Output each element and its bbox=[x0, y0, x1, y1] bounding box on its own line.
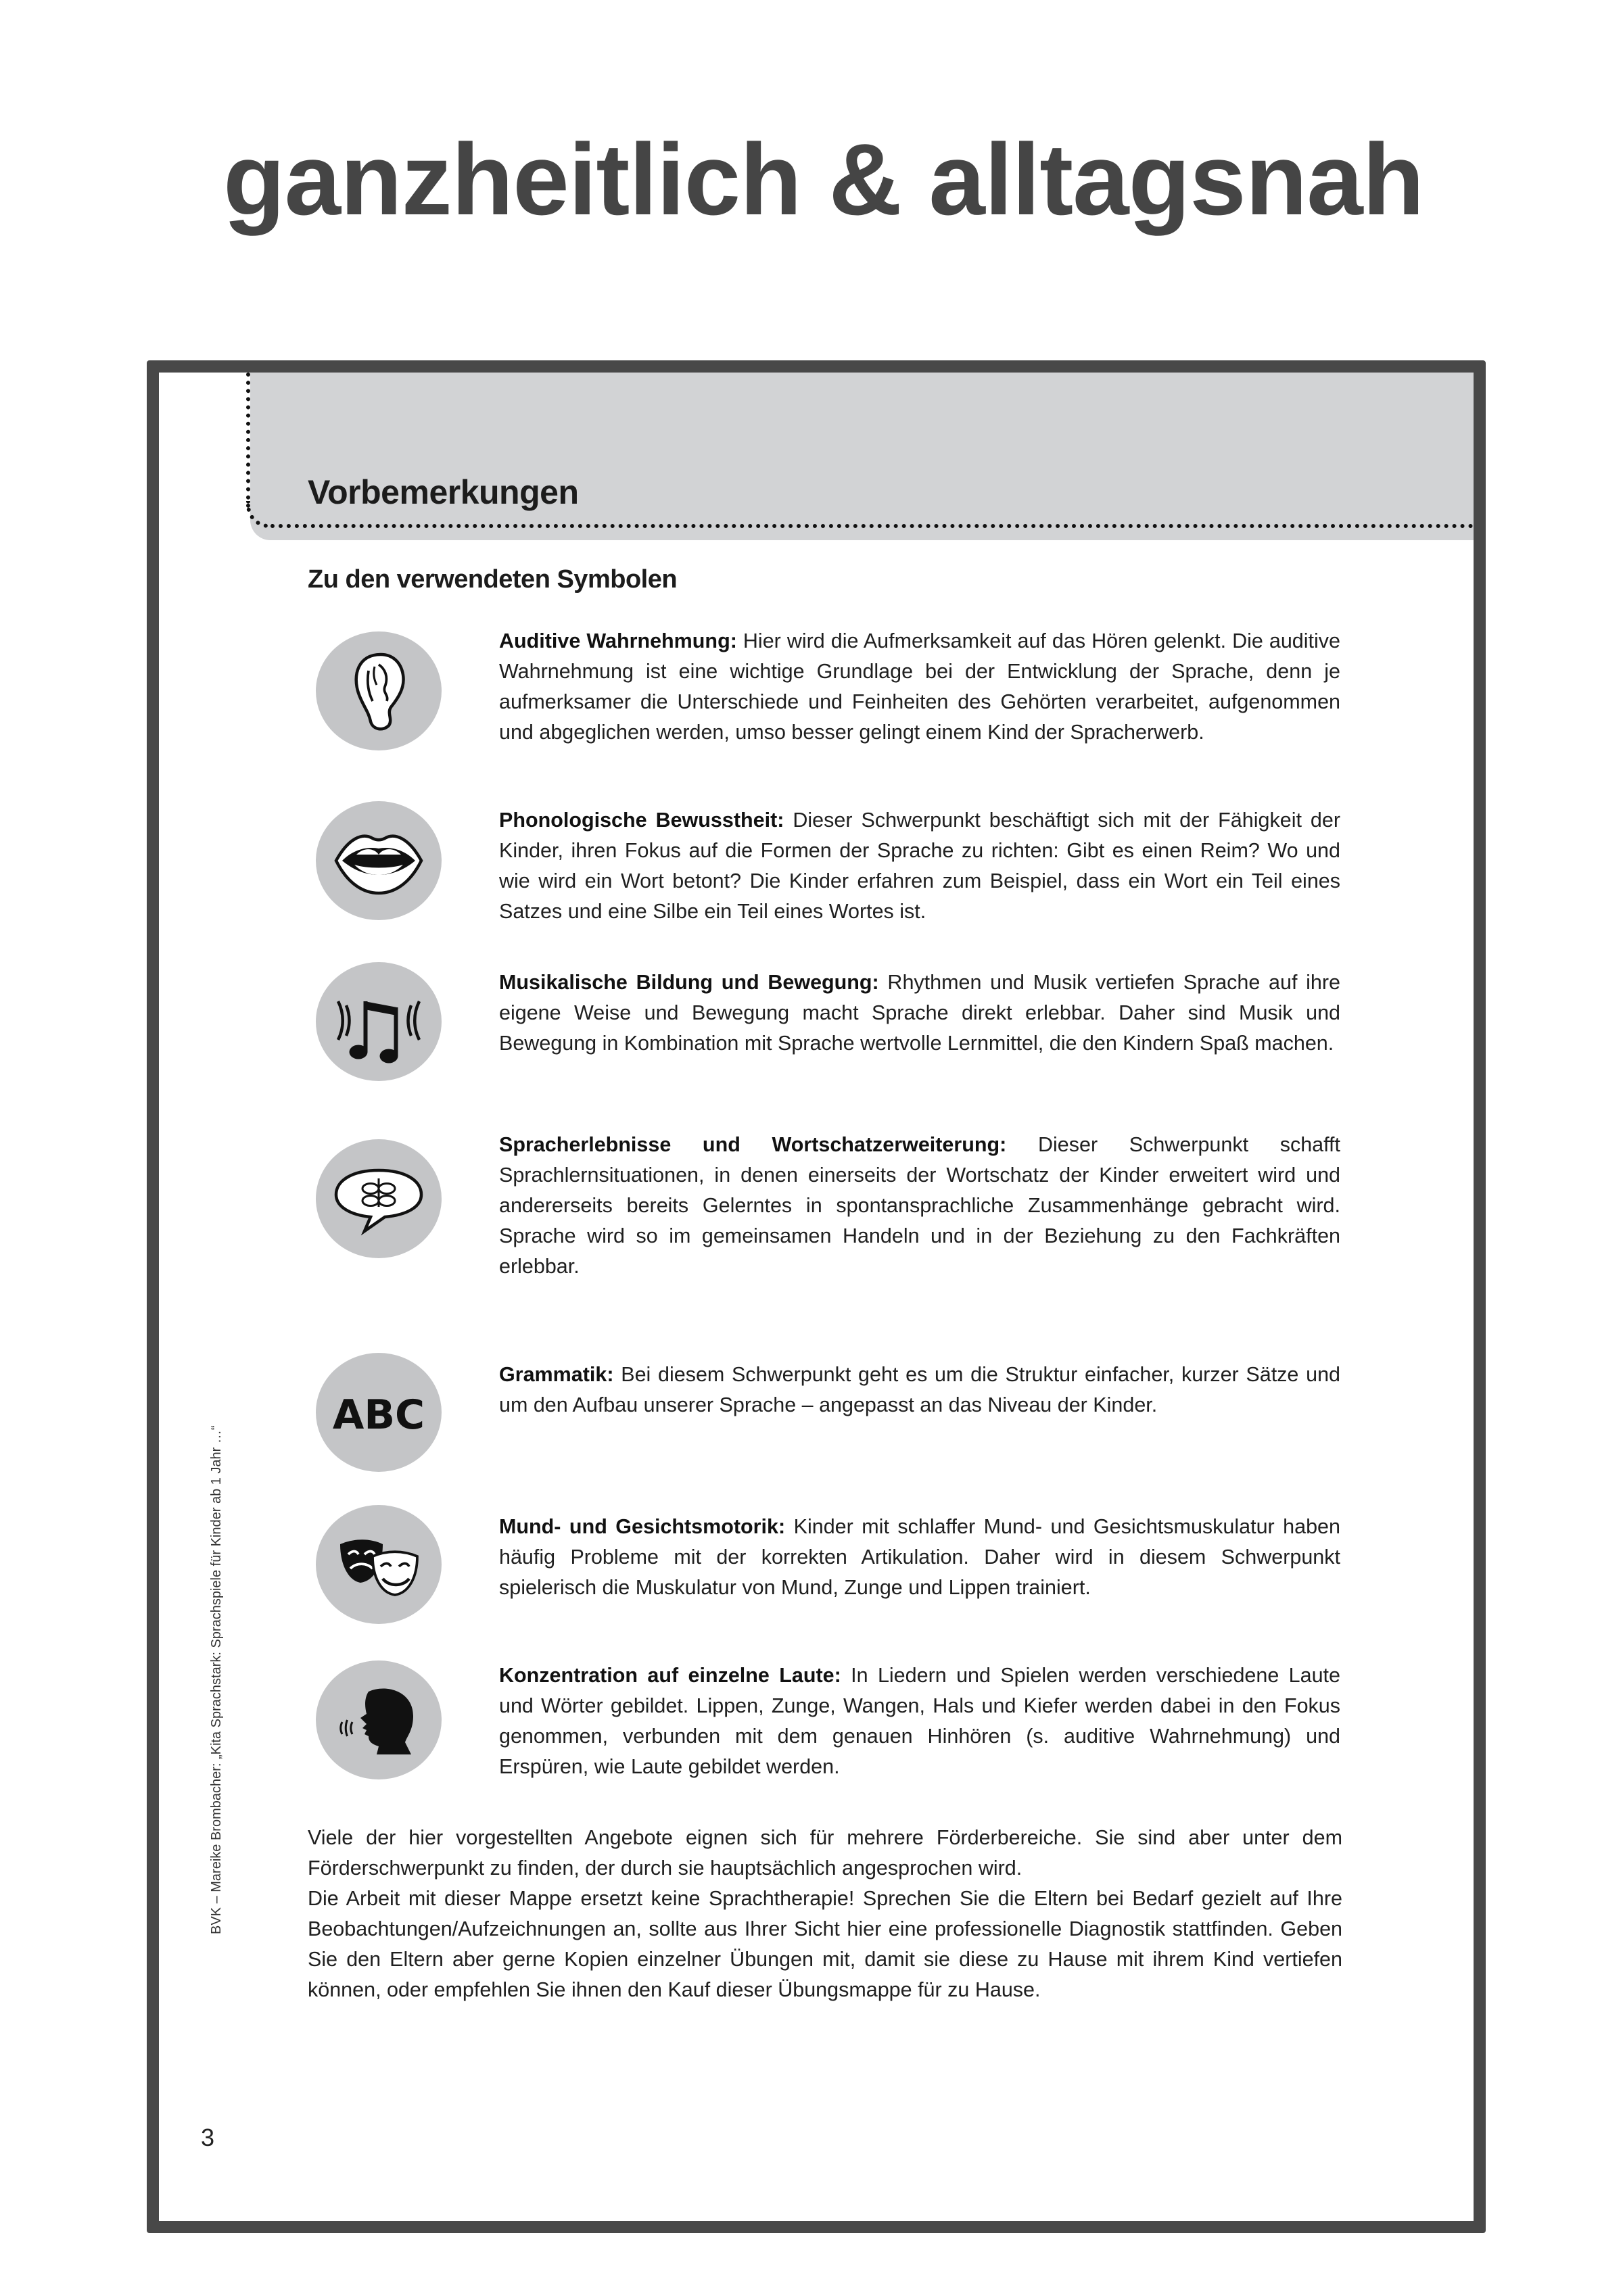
speaking-head-icon bbox=[316, 1660, 442, 1779]
symbol-text: In Liedern und Spielen werden verschiedene Laute und Wörter gebildet. Lippen, Zunge, Wangen, Hals und Kiefer werden dabei in den Fokus genommen, verbunden mit dem genauen Hinhören (s. auditive Wahrnehmung) und Erspüren, wie Laute gebildet werden. bbox=[499, 1664, 1340, 1778]
header-dotted-border-horizontal bbox=[270, 524, 1474, 528]
closing-paragraph: Die Arbeit mit dieser Mappe ersetzt keine Sprachtherapie! Sprechen Sie die Eltern bei Bedarf gezielt auf Ihre Beobachtungen/Aufzeichnungen an, sollte aus Ihrer Sicht hier eine professionelle Diagnostik stattfinden. Geben Sie den Eltern aber gerne Kopien einzelner Übungen mit, damit sie diese zu Hause mit ihrem Kind vertiefen können, oder empfehlen Sie ihnen den Kauf dieser Übungsmappe für zu Hause. bbox=[308, 1887, 1342, 2001]
side-credit-text: BVK – Mareike Brombacher: „Kita Sprachstark: Sprachspiele für Kinder ab 1 Jahr …“ bbox=[209, 1425, 224, 1934]
speech-bubble-icon bbox=[316, 1139, 442, 1258]
symbol-term: Konzentration auf einzelne Laute: bbox=[499, 1664, 841, 1687]
symbol-text: Kinder mit schlaffer Mund- und Gesichtsmuskulatur haben häufig Probleme mit der korrekten Artikulation. Daher wird in diesem Schwerpunkt spielerisch die Muskulatur von Mund, Zunge und Lippen trainiert. bbox=[499, 1515, 1340, 1599]
symbol-text: Rhythmen und Musik vertiefen Sprache auf ihre eigene Weise und Bewegung macht Sprache direkt erlebbar. Daher sind Musik und Bewegung in Kombination mit Sprache wertvolle Lernmittel, die den Kindern Spaß machen. bbox=[499, 971, 1341, 1055]
page-hero-title: ganzheitlich & alltagsnah bbox=[223, 122, 1424, 236]
symbol-text: Dieser Schwerpunkt schafft Sprachlernsituationen, in denen einerseits der Wortschatz der Kinder erweitert wird und andererseits bereits Gelerntes in spontansprachliche Zusammenhänge gebracht wird. Sprache wird so im gemeinsamen Handeln und in der Beziehung zu den Fachkräften erlebbar. bbox=[499, 1133, 1340, 1278]
symbol-term: Spracherlebnisse und Wortschatzerweiterung: bbox=[499, 1133, 1007, 1156]
symbol-description bbox=[499, 967, 1340, 1059]
symbol-text: Dieser Schwerpunkt beschäftigt sich mit der Fähigkeit der Kinder, ihren Fokus auf die Formen der Sprache zu richten: Gibt es einen Reim? Wo und wie wird ein Wort betont? Die Kinder erfahren zum Beispiel, dass ein Wort ein Teil eines Satzes und eine Silbe ein Teil eines Wortes ist. bbox=[499, 809, 1340, 923]
symbol-text: Bei diesem Schwerpunkt geht es um die Struktur einfacher, kurzer Sätze und um den Aufbau unserer Sprache – angepasst an das Niveau der Kinder. bbox=[499, 1363, 1340, 1416]
symbol-description bbox=[499, 1360, 1340, 1420]
symbol-description bbox=[499, 1660, 1340, 1782]
symbol-term: Grammatik: bbox=[499, 1363, 614, 1386]
abc-icon bbox=[316, 1353, 442, 1472]
page-number: 3 bbox=[201, 2124, 215, 2151]
mouth-icon bbox=[316, 801, 442, 920]
section-header-band bbox=[250, 373, 1474, 540]
closing-notes bbox=[308, 1823, 1342, 2005]
symbol-term: Musikalische Bildung und Bewegung: bbox=[499, 971, 879, 994]
symbol-term: Mund- und Gesichtsmotorik: bbox=[499, 1515, 786, 1538]
symbol-description bbox=[499, 1512, 1340, 1603]
closing-paragraph: Viele der hier vorgestellten Angebote eignen sich für mehrere Förderbereiche. Sie sind aber unter dem Förderschwerpunkt zu finden, der durch sie hauptsächlich angesprochen wird. bbox=[308, 1826, 1342, 1880]
music-note-icon bbox=[316, 962, 442, 1081]
ear-icon bbox=[316, 631, 442, 750]
symbol-term: Phonologische Bewusstheit: bbox=[499, 809, 784, 832]
page-frame bbox=[147, 360, 1486, 2233]
svg-text:ABC: ABC bbox=[332, 1391, 425, 1439]
subsection-title: Zu den verwendeten Symbolen bbox=[308, 565, 678, 594]
symbol-description bbox=[499, 805, 1340, 927]
symbol-description bbox=[499, 1130, 1340, 1282]
section-title: Vorbemerkungen bbox=[308, 473, 579, 511]
header-dotted-border-vertical bbox=[246, 373, 250, 508]
theater-masks-icon bbox=[316, 1505, 442, 1624]
symbol-term: Auditive Wahrnehmung: bbox=[499, 629, 737, 652]
symbol-description bbox=[499, 626, 1340, 748]
symbol-text: Hier wird die Aufmerksamkeit auf das Hören gelenkt. Die auditive Wahrnehmung ist eine wichtige Grundlage bei der Entwicklung der Sprache, denn je aufmerksamer die Unterschiede und Feinheiten des Gehörten verarbeitet, aufgenommen und abgeglichen werden, umso besser gelingt einem Kind der Spracherwerb. bbox=[499, 629, 1340, 744]
